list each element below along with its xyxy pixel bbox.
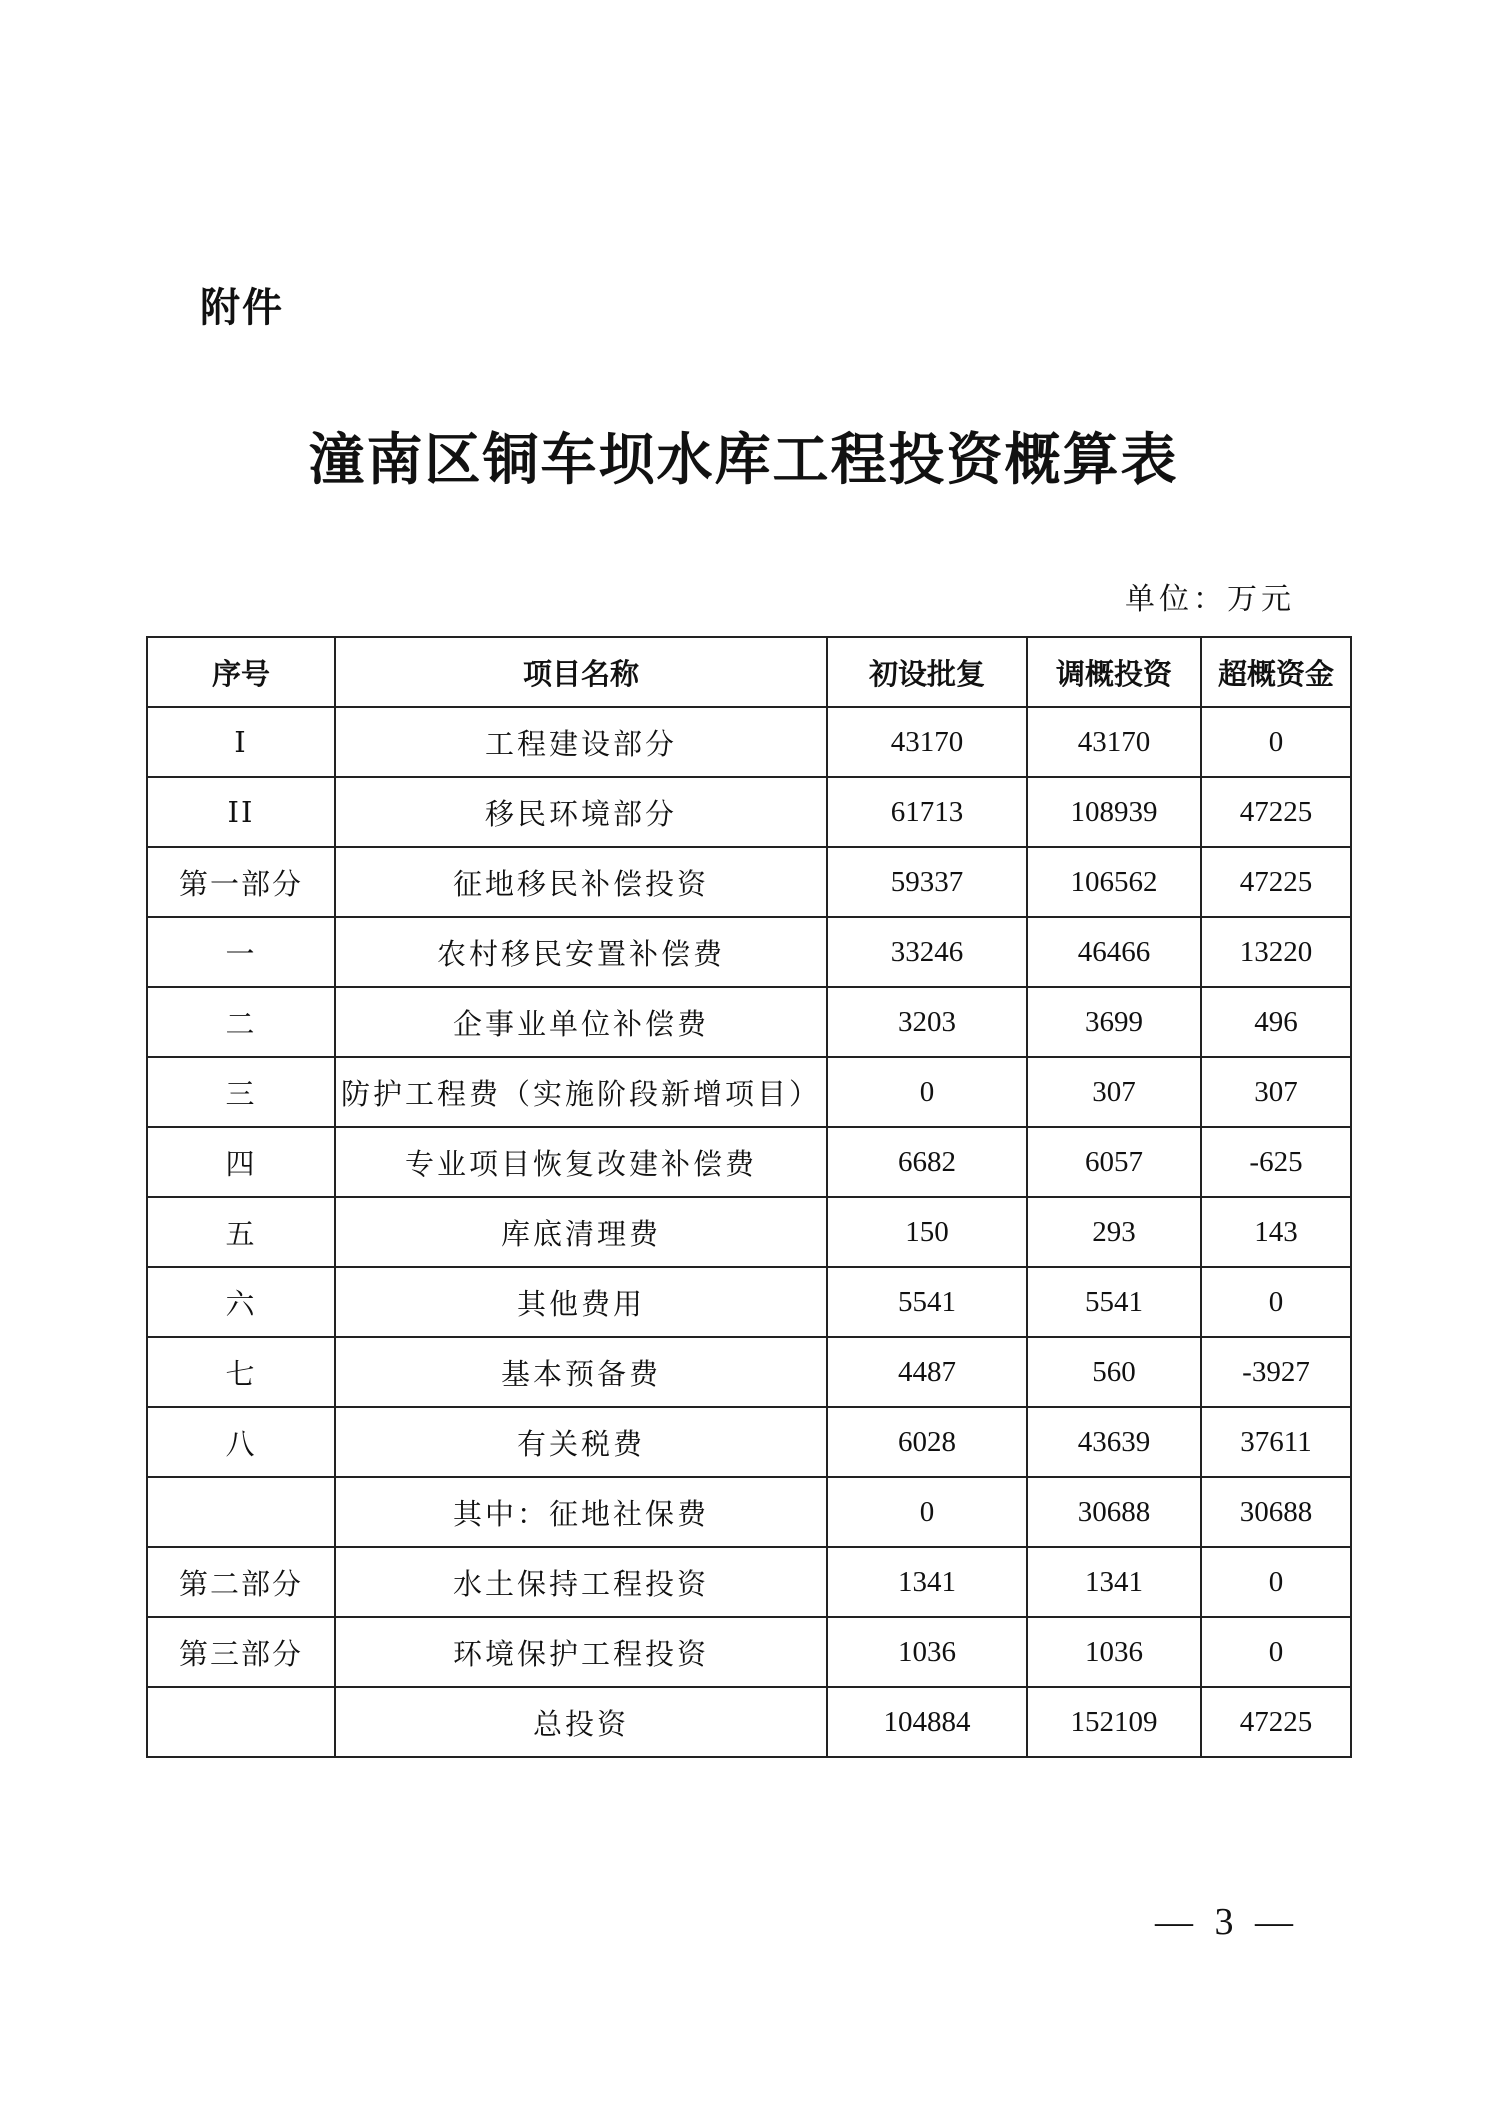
table-header-row — [147, 637, 1351, 707]
table-body — [147, 707, 1351, 1757]
cell-seq — [147, 1687, 335, 1757]
table-row — [147, 1057, 1351, 1127]
cell-item-name: 征地移民补偿投资 — [335, 847, 827, 917]
cell-seq: I — [147, 707, 335, 777]
cell-seq: 八 — [147, 1407, 335, 1477]
table-row — [147, 1477, 1351, 1547]
cell-adjusted-investment: 307 — [1027, 1057, 1201, 1127]
cell-item-name: 移民环境部分 — [335, 777, 827, 847]
cell-over-budget: -625 — [1201, 1127, 1351, 1197]
cell-item-name: 防护工程费（实施阶段新增项目） — [335, 1057, 827, 1127]
cell-initial-approval: 59337 — [827, 847, 1027, 917]
cell-initial-approval: 104884 — [827, 1687, 1027, 1757]
cell-seq — [147, 1477, 335, 1547]
cell-seq: 六 — [147, 1267, 335, 1337]
header-over-budget: 超概资金 — [1201, 637, 1351, 707]
cell-over-budget: 0 — [1201, 1617, 1351, 1687]
cell-initial-approval: 0 — [827, 1477, 1027, 1547]
table-row — [147, 987, 1351, 1057]
table-row — [147, 1617, 1351, 1687]
cell-initial-approval: 4487 — [827, 1337, 1027, 1407]
cell-seq: 四 — [147, 1127, 335, 1197]
cell-initial-approval: 1341 — [827, 1547, 1027, 1617]
cell-adjusted-investment: 43639 — [1027, 1407, 1201, 1477]
cell-over-budget: 47225 — [1201, 847, 1351, 917]
cell-initial-approval: 43170 — [827, 707, 1027, 777]
cell-over-budget: 0 — [1201, 707, 1351, 777]
table-row — [147, 1407, 1351, 1477]
page-title: 潼南区铜车坝水库工程投资概算表 — [308, 427, 1179, 493]
cell-over-budget: 47225 — [1201, 1687, 1351, 1757]
table-row — [147, 847, 1351, 917]
cell-adjusted-investment: 1036 — [1027, 1617, 1201, 1687]
cell-seq: 五 — [147, 1197, 335, 1267]
cell-over-budget: 13220 — [1201, 917, 1351, 987]
cell-over-budget: 0 — [1201, 1547, 1351, 1617]
cell-seq: 七 — [147, 1337, 335, 1407]
cell-adjusted-investment: 6057 — [1027, 1127, 1201, 1197]
cell-item-name: 工程建设部分 — [335, 707, 827, 777]
unit-label: 单位：万元 — [1125, 582, 1295, 617]
cell-initial-approval: 1036 — [827, 1617, 1027, 1687]
cell-item-name: 有关税费 — [335, 1407, 827, 1477]
cell-seq: 第二部分 — [147, 1547, 335, 1617]
table-row — [147, 707, 1351, 777]
table-row — [147, 1127, 1351, 1197]
cell-item-name: 水土保持工程投资 — [335, 1547, 827, 1617]
table-row — [147, 1267, 1351, 1337]
header-item-name: 项目名称 — [335, 637, 827, 707]
table-row — [147, 917, 1351, 987]
cell-item-name: 企事业单位补偿费 — [335, 987, 827, 1057]
table-row — [147, 777, 1351, 847]
cell-over-budget: -3927 — [1201, 1337, 1351, 1407]
page-number: — 3 — — [1155, 1901, 1299, 1943]
cell-item-name: 其中：征地社保费 — [335, 1477, 827, 1547]
cell-adjusted-investment: 3699 — [1027, 987, 1201, 1057]
cell-over-budget: 47225 — [1201, 777, 1351, 847]
cell-adjusted-investment: 106562 — [1027, 847, 1201, 917]
cell-item-name: 基本预备费 — [335, 1337, 827, 1407]
cell-over-budget: 37611 — [1201, 1407, 1351, 1477]
cell-item-name: 农村移民安置补偿费 — [335, 917, 827, 987]
table-row — [147, 1687, 1351, 1757]
cell-seq: 第一部分 — [147, 847, 335, 917]
cell-over-budget: 0 — [1201, 1267, 1351, 1337]
header-seq: 序号 — [147, 637, 335, 707]
table-row — [147, 1547, 1351, 1617]
cell-item-name: 环境保护工程投资 — [335, 1617, 827, 1687]
cell-over-budget: 496 — [1201, 987, 1351, 1057]
cell-item-name: 其他费用 — [335, 1267, 827, 1337]
cell-initial-approval: 6682 — [827, 1127, 1027, 1197]
cell-initial-approval: 33246 — [827, 917, 1027, 987]
cell-initial-approval: 150 — [827, 1197, 1027, 1267]
cell-adjusted-investment: 30688 — [1027, 1477, 1201, 1547]
cell-adjusted-investment: 46466 — [1027, 917, 1201, 987]
cell-adjusted-investment: 152109 — [1027, 1687, 1201, 1757]
cell-item-name: 专业项目恢复改建补偿费 — [335, 1127, 827, 1197]
cell-adjusted-investment: 560 — [1027, 1337, 1201, 1407]
cell-adjusted-investment: 293 — [1027, 1197, 1201, 1267]
cell-item-name: 库底清理费 — [335, 1197, 827, 1267]
cell-initial-approval: 0 — [827, 1057, 1027, 1127]
cell-over-budget: 30688 — [1201, 1477, 1351, 1547]
cell-adjusted-investment: 43170 — [1027, 707, 1201, 777]
cell-seq: 第三部分 — [147, 1617, 335, 1687]
cell-over-budget: 143 — [1201, 1197, 1351, 1267]
table-row — [147, 1337, 1351, 1407]
cell-seq: 三 — [147, 1057, 335, 1127]
cell-item-name: 总投资 — [335, 1687, 827, 1757]
cell-adjusted-investment: 5541 — [1027, 1267, 1201, 1337]
header-initial-approval: 初设批复 — [827, 637, 1027, 707]
header-adjusted-investment: 调概投资 — [1027, 637, 1201, 707]
attachment-label: 附件 — [200, 285, 284, 331]
cell-initial-approval: 3203 — [827, 987, 1027, 1057]
cell-seq: II — [147, 777, 335, 847]
table-row — [147, 1197, 1351, 1267]
investment-table — [146, 636, 1352, 1758]
cell-adjusted-investment: 108939 — [1027, 777, 1201, 847]
cell-initial-approval: 6028 — [827, 1407, 1027, 1477]
cell-adjusted-investment: 1341 — [1027, 1547, 1201, 1617]
cell-initial-approval: 5541 — [827, 1267, 1027, 1337]
cell-seq: 一 — [147, 917, 335, 987]
cell-over-budget: 307 — [1201, 1057, 1351, 1127]
cell-seq: 二 — [147, 987, 335, 1057]
cell-initial-approval: 61713 — [827, 777, 1027, 847]
